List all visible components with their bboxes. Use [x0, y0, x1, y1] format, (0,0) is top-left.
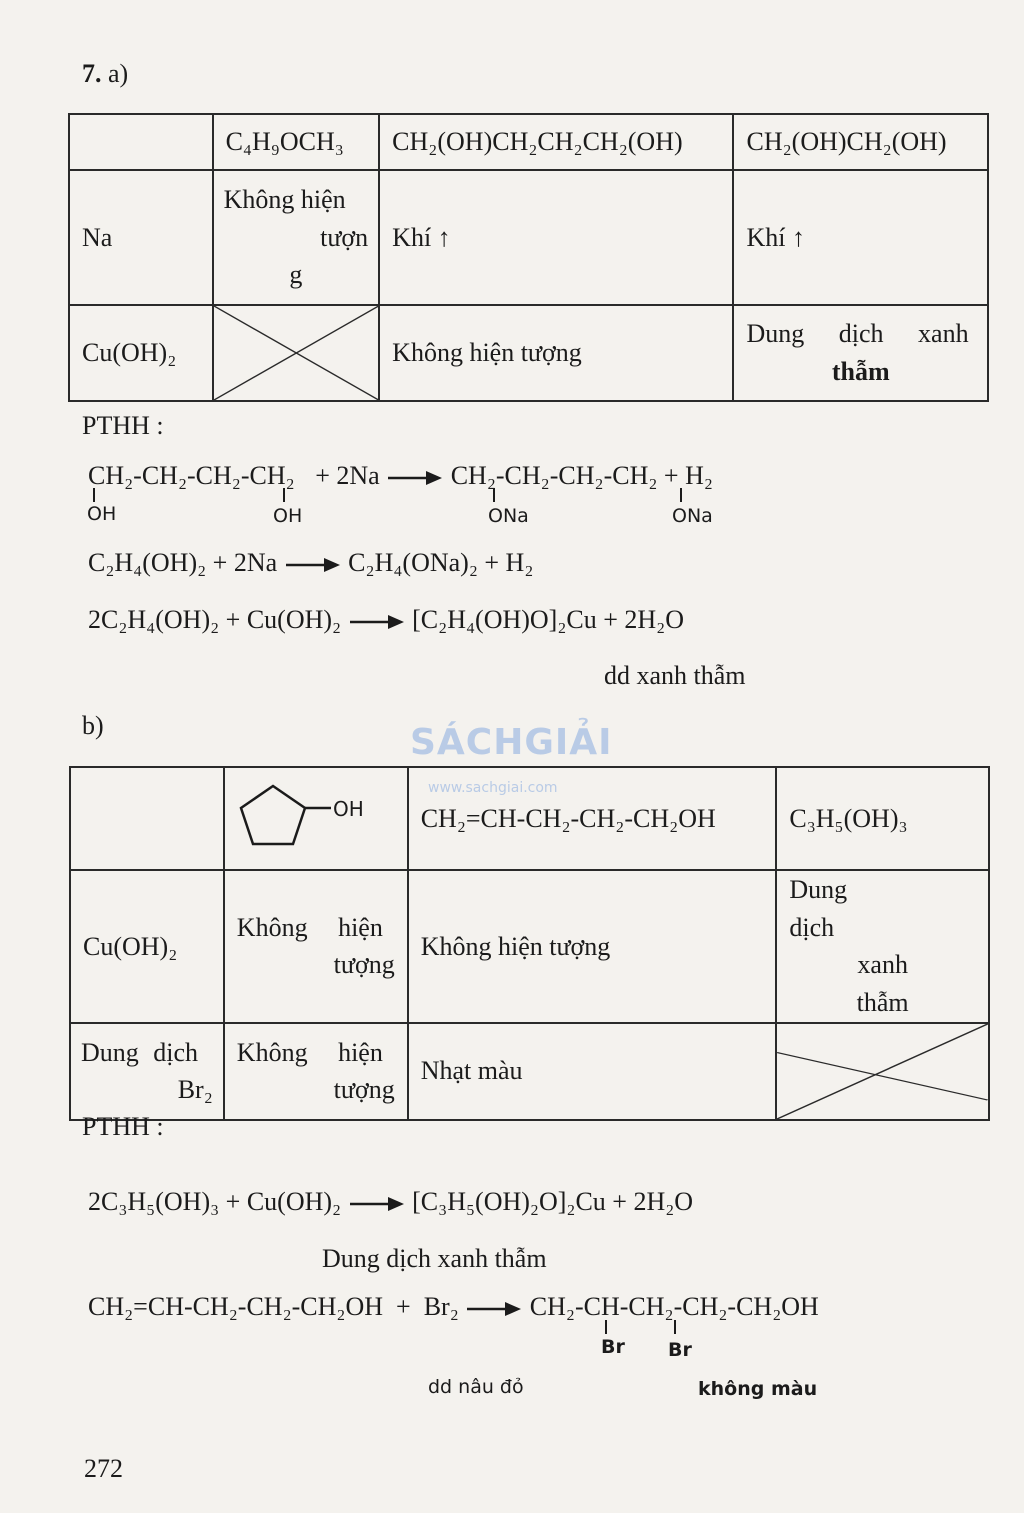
equation-a1 — [88, 460, 713, 491]
eq-b1-left: 2C₃H₅(OH)₃ + Cu(OH)₂ — [88, 1187, 342, 1216]
eq-a1-ona2: ONa — [672, 505, 713, 527]
eq-a1-h2: + H₂ — [663, 461, 713, 490]
watermark-url: www.sachgiai.com — [428, 780, 558, 796]
cyclopentanol-oh-label: OH — [332, 797, 364, 822]
header-ethylene-glycol: CH₂(OH)CH₂(OH) — [733, 114, 988, 170]
eq-a1-ona1: ONa — [488, 505, 529, 527]
table-corner — [70, 767, 224, 870]
header-c4h9och3: C₄H₉OCH₃ — [213, 114, 380, 170]
eq-b2-br2: Br — [668, 1339, 692, 1361]
equation-a2 — [88, 547, 533, 578]
equation-b2 — [88, 1291, 819, 1322]
page-number: 272 — [84, 1454, 123, 1483]
eq-a1-left: CH₂-CH₂-CH₂-CH₂ — [88, 461, 295, 490]
eq-b2-right: CH₂-CH-CH₂-CH₂-CH₂OH — [529, 1292, 819, 1321]
pthh-label-a: PTHH : — [82, 411, 164, 440]
cell-na-c4h9och3: Không hiện tượn g — [213, 170, 380, 305]
cell-na-ethylene-glycol: Khí ↑ — [733, 170, 988, 305]
cell-crossed-out — [776, 1023, 989, 1120]
eq-a3-note: dd xanh thẫm — [604, 661, 746, 690]
eq-a1-oh2: OH — [273, 505, 303, 527]
cell-cuoh2-ethylene-glycol: Dung dịch xanh thẫm — [733, 305, 988, 401]
header-pentenol: CH₂=CH-CH₂-CH₂-CH₂OH — [408, 767, 777, 870]
eq-b1-right: [C₃H₅(OH)₂O]₂Cu + 2H₂O — [412, 1187, 694, 1216]
eq-a3-right: [C₂H₄(OH)O]₂Cu + 2H₂O — [412, 605, 685, 634]
reaction-arrow-icon — [348, 1194, 406, 1214]
eq-b1-note: Dung dịch xanh thẫm — [322, 1244, 547, 1273]
eq-a1-right: CH₂-CH₂-CH₂-CH₂ — [450, 461, 658, 490]
cell-br2-pentenol: Nhạt màu — [408, 1023, 777, 1120]
row-label-cuoh2: Cu(OH)₂ — [69, 305, 213, 401]
exercise-heading: 7. a) — [82, 59, 129, 88]
header-glycerol: C₃H₅(OH)₃ — [776, 767, 989, 870]
equation-a3 — [88, 604, 684, 635]
reaction-arrow-icon — [465, 1299, 523, 1319]
pthh-label-b: PTHH : — [82, 1112, 164, 1141]
watermark-brand: SÁCHGIẢI — [410, 722, 613, 763]
cell-br2-cyclopentanol: Không hiện tượng — [224, 1023, 408, 1120]
cell-na-butanediol: Khí ↑ — [379, 170, 733, 305]
table-corner — [69, 114, 213, 170]
equation-b1 — [88, 1186, 693, 1217]
cell-cuoh2-butanediol: Không hiện tượng — [379, 305, 733, 401]
eq-b2-note-left: dd nâu đỏ — [428, 1376, 524, 1398]
reaction-arrow-icon — [284, 555, 342, 575]
cell-cuoh2-pentenol: Không hiện tượng — [408, 870, 777, 1023]
reaction-arrow-icon — [386, 468, 444, 488]
eq-b2-left: CH₂=CH-CH₂-CH₂-CH₂OH + Br₂ — [88, 1292, 459, 1321]
cell-crossed-out — [213, 305, 380, 401]
cell-cuoh2-glycerol: Dung dịch xanh thẫm — [776, 870, 989, 1023]
part-b-heading: b) — [82, 711, 104, 740]
eq-a3-left: 2C₂H₄(OH)₂ + Cu(OH)₂ — [88, 605, 342, 634]
row-label-na: Na — [69, 170, 213, 305]
eq-b2-br1: Br — [601, 1336, 625, 1358]
cyclopentanol-structure-icon — [233, 778, 383, 848]
eq-b2-note-right: không màu — [698, 1378, 818, 1400]
table-part-a — [68, 113, 989, 402]
table-part-b — [69, 766, 990, 1121]
reaction-arrow-icon — [348, 612, 406, 632]
eq-a2-right: C₂H₄(ONa)₂ + H₂ — [348, 548, 534, 577]
header-butanediol: CH₂(OH)CH₂CH₂CH₂(OH) — [379, 114, 733, 170]
row-label-cuoh2: Cu(OH)₂ — [70, 870, 224, 1023]
eq-a1-oh1: OH — [87, 503, 117, 525]
eq-a1-reagent: + 2Na — [315, 461, 380, 490]
eq-a2-left: C₂H₄(OH)₂ + 2Na — [88, 548, 278, 577]
cell-cuoh2-cyclopentanol: Không hiện tượng — [224, 870, 408, 1023]
row-label-br2: Dung dịch Br₂ — [70, 1023, 224, 1120]
header-cyclopentanol — [224, 767, 408, 870]
